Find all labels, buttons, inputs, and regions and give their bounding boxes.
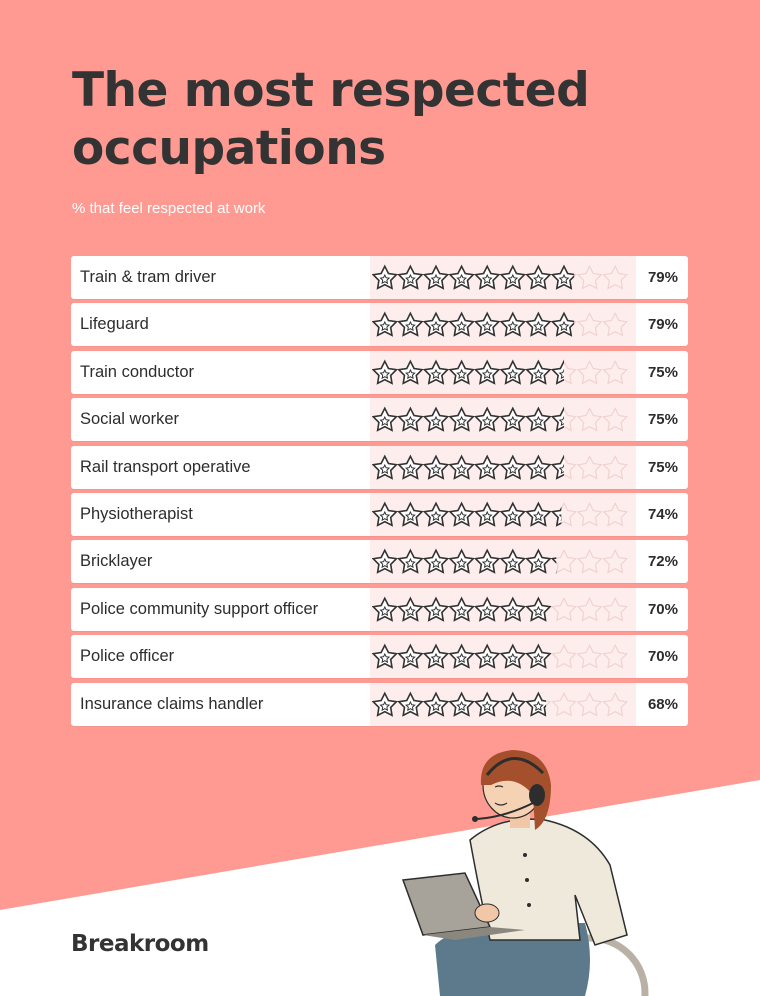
value-label: 75% xyxy=(647,363,678,381)
star-icon xyxy=(476,645,499,667)
table-row xyxy=(71,398,688,441)
star-icon xyxy=(501,693,524,715)
star-icon xyxy=(604,598,627,620)
star-icon xyxy=(604,361,627,383)
star-rating xyxy=(370,635,636,678)
star-icon xyxy=(399,266,422,288)
occupation-label: Lifeguard xyxy=(80,315,149,334)
occupation-label: Bricklayer xyxy=(80,552,153,571)
star-rating xyxy=(370,303,636,346)
star-icon xyxy=(604,456,627,478)
star-icon xyxy=(450,314,473,336)
star-icon xyxy=(424,693,447,715)
star-icon xyxy=(527,408,550,430)
occupation-label: Police community support officer xyxy=(80,599,319,618)
table-row xyxy=(71,351,688,394)
star-icon xyxy=(527,503,550,525)
star-icon xyxy=(399,598,422,620)
star-icon xyxy=(527,314,550,336)
worker-illustration xyxy=(395,745,655,996)
star-icon xyxy=(604,314,627,336)
star-icon xyxy=(527,266,550,288)
star-icon xyxy=(527,598,550,620)
star-icon xyxy=(373,456,396,478)
star-rating-bar xyxy=(372,548,634,576)
star-icon xyxy=(604,645,627,667)
star-rating-bar xyxy=(372,596,634,624)
star-icon xyxy=(373,266,396,288)
star-icon xyxy=(604,266,627,288)
star-icon xyxy=(578,693,601,715)
table-row xyxy=(71,635,688,678)
star-rating-bar xyxy=(372,691,634,719)
star-icon xyxy=(527,456,550,478)
star-icon xyxy=(424,361,447,383)
star-icon xyxy=(501,645,524,667)
star-icon xyxy=(501,456,524,478)
table-row xyxy=(71,256,688,299)
star-icon xyxy=(450,645,473,667)
value-label: 75% xyxy=(647,411,678,429)
star-icon xyxy=(399,551,422,573)
star-rating xyxy=(370,683,636,726)
occupation-label: Train conductor xyxy=(80,362,195,381)
star-icon xyxy=(578,408,601,430)
star-icon xyxy=(552,693,575,715)
star-rating-bar xyxy=(372,264,634,292)
star-icon xyxy=(373,503,396,525)
star-icon xyxy=(578,361,601,383)
star-icon xyxy=(399,503,422,525)
star-icon xyxy=(450,551,473,573)
star-icon xyxy=(501,408,524,430)
brand-logo: Breakroom xyxy=(71,931,209,957)
table-row xyxy=(71,493,688,536)
star-icon xyxy=(424,551,447,573)
star-icon xyxy=(476,693,499,715)
value-label: 75% xyxy=(647,458,678,476)
star-icon xyxy=(552,314,575,336)
star-icon xyxy=(578,645,601,667)
value-label: 79% xyxy=(647,269,678,286)
star-icon xyxy=(424,645,447,667)
star-icon xyxy=(373,693,396,715)
star-icon xyxy=(424,456,447,478)
star-icon xyxy=(501,314,524,336)
star-icon xyxy=(450,598,473,620)
star-icon xyxy=(424,408,447,430)
star-icon xyxy=(450,266,473,288)
star-icon xyxy=(476,266,499,288)
star-rating xyxy=(370,398,636,441)
table-row xyxy=(71,588,688,631)
star-icon xyxy=(399,693,422,715)
star-icon xyxy=(501,598,524,620)
star-icon xyxy=(399,456,422,478)
star-icon xyxy=(476,598,499,620)
star-icon xyxy=(424,314,447,336)
star-rating-bar xyxy=(372,359,634,387)
star-rating-bar xyxy=(372,454,634,482)
star-icon xyxy=(527,645,550,667)
star-icon xyxy=(476,503,499,525)
star-icon xyxy=(552,266,575,288)
star-rating-bar xyxy=(372,406,634,434)
star-icon xyxy=(476,361,499,383)
star-rating xyxy=(370,588,636,631)
table-row xyxy=(71,683,688,726)
occupation-label: Train & tram driver xyxy=(80,268,216,286)
star-icon xyxy=(373,598,396,620)
star-icon xyxy=(424,266,447,288)
value-label: 68% xyxy=(647,695,678,713)
star-icon xyxy=(501,551,524,573)
occupation-label: Physiotherapist xyxy=(80,504,193,523)
value-label: 70% xyxy=(647,648,678,666)
star-icon xyxy=(527,361,550,383)
star-icon xyxy=(476,456,499,478)
star-icon xyxy=(527,551,550,573)
star-icon xyxy=(450,503,473,525)
star-rating-bar xyxy=(372,643,634,671)
star-rating xyxy=(370,446,636,489)
star-icon xyxy=(450,456,473,478)
star-icon xyxy=(476,408,499,430)
star-icon xyxy=(476,551,499,573)
star-icon xyxy=(424,503,447,525)
star-icon xyxy=(578,314,601,336)
value-label: 74% xyxy=(647,505,678,523)
occupation-label: Police officer xyxy=(80,647,175,666)
star-icon xyxy=(552,645,575,667)
star-icon xyxy=(578,456,601,478)
star-icon xyxy=(604,693,627,715)
star-icon xyxy=(373,314,396,336)
star-rating-bar xyxy=(372,501,634,529)
table-row xyxy=(71,446,688,489)
value-label: 70% xyxy=(647,600,678,618)
table-row xyxy=(71,540,688,583)
star-icon xyxy=(373,408,396,430)
star-icon xyxy=(501,266,524,288)
star-rating xyxy=(370,256,636,299)
star-icon xyxy=(450,408,473,430)
star-icon xyxy=(578,266,601,288)
star-icon xyxy=(450,361,473,383)
star-rating xyxy=(370,540,636,583)
star-icon xyxy=(578,551,601,573)
occupation-label: Rail transport operative xyxy=(80,457,251,476)
star-icon xyxy=(578,598,601,620)
occupation-label: Insurance claims handler xyxy=(80,694,264,713)
star-icon xyxy=(450,693,473,715)
page-subtitle: % that feel respected at work xyxy=(72,200,266,217)
table-row xyxy=(71,303,688,346)
star-icon xyxy=(552,598,575,620)
star-rating xyxy=(370,493,636,536)
star-icon xyxy=(501,361,524,383)
rating-list xyxy=(71,256,688,730)
star-icon xyxy=(399,645,422,667)
star-icon xyxy=(373,361,396,383)
star-rating-bar xyxy=(372,311,634,339)
star-icon xyxy=(604,408,627,430)
star-icon xyxy=(424,598,447,620)
value-label: 72% xyxy=(647,553,678,571)
star-icon xyxy=(604,503,627,525)
star-icon xyxy=(501,503,524,525)
star-rating xyxy=(370,351,636,394)
star-icon xyxy=(578,503,601,525)
value-label: 79% xyxy=(647,316,678,334)
star-icon xyxy=(373,551,396,573)
star-icon xyxy=(373,645,396,667)
star-icon xyxy=(399,408,422,430)
star-icon xyxy=(399,361,422,383)
star-icon xyxy=(604,551,627,573)
page-title: The most respected occupations xyxy=(72,63,590,176)
star-icon xyxy=(399,314,422,336)
star-icon xyxy=(476,314,499,336)
occupation-label: Social worker xyxy=(80,410,180,429)
